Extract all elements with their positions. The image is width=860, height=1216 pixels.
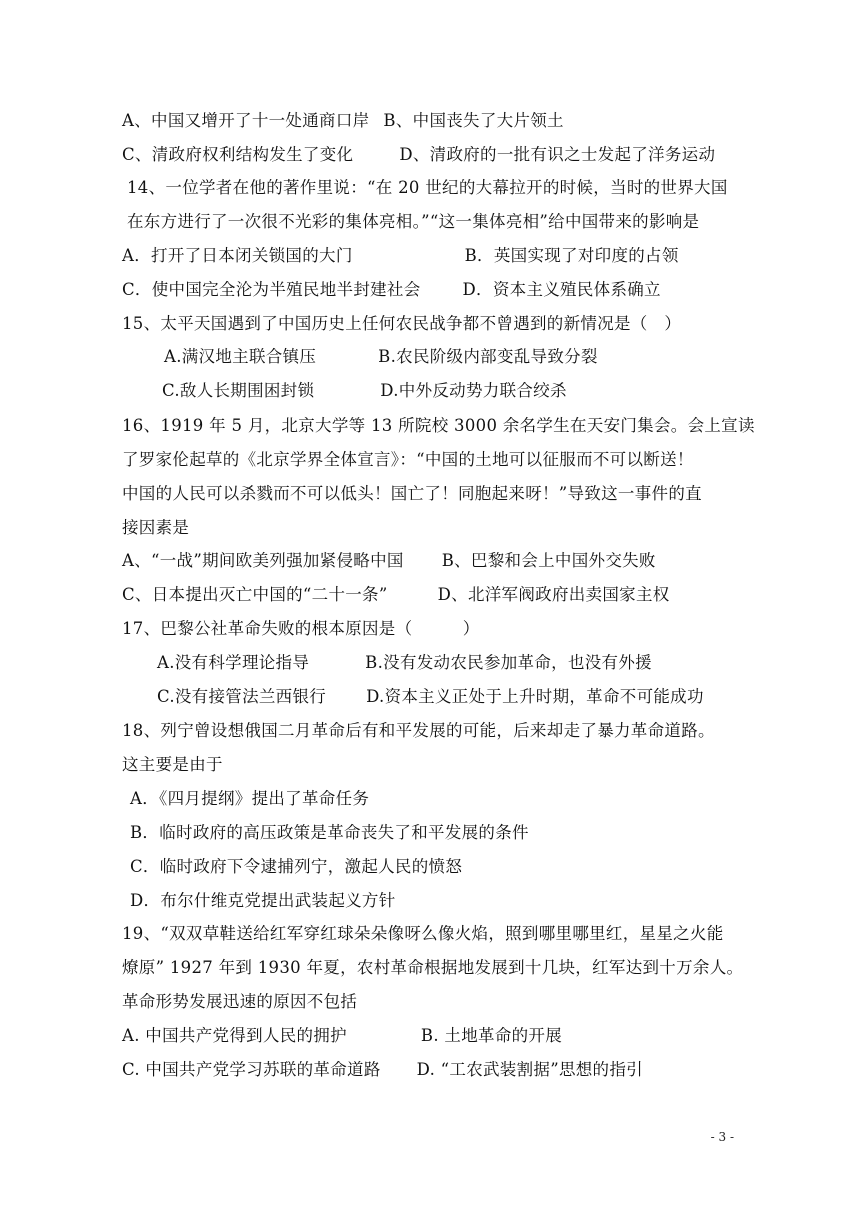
option-c: C.没有接管法兰西银行 bbox=[157, 687, 327, 706]
option-b: B、中国丧失了大片领土 bbox=[383, 111, 564, 130]
option-c: C．临时政府下令逮捕列宁，激起人民的愤怒 bbox=[130, 857, 463, 876]
option-row bbox=[162, 380, 567, 402]
option-b: B.没有发动农民参加革命，也没有外援 bbox=[365, 653, 652, 672]
option-d: D.中外反动势力联合绞杀 bbox=[380, 381, 567, 400]
option-d: D. “工农武装割据”思想的指引 bbox=[416, 1060, 643, 1079]
page-number: - 3 - bbox=[710, 1130, 734, 1144]
option-a: A．打开了日本闭关锁国的大门 bbox=[122, 246, 353, 265]
option-d: D、清政府的一批有识之士发起了洋务运动 bbox=[399, 145, 716, 164]
question-18-line: 18、列宁曾设想俄国二月革命后有和平发展的可能，后来却走了暴力革命道路。 bbox=[122, 721, 715, 740]
option-row bbox=[122, 144, 715, 166]
question-16-line: 16、1919 年 5 月，北京大学等 13 所院校 3000 余名学生在天安门集会。会上宣读 bbox=[122, 416, 755, 435]
question-19-line: 燎原” 1927 年到 1930 年夏，农村革命根据地发展到十几块，红军达到十万余人。 bbox=[122, 958, 744, 977]
option-c: C、日本提出灭亡中国的“二十一条” bbox=[122, 585, 388, 604]
option-b: B.农民阶级内部变乱导致分裂 bbox=[378, 347, 598, 366]
option-row bbox=[122, 110, 564, 132]
option-row bbox=[122, 584, 670, 606]
option-c: C.敌人长期围困封锁 bbox=[162, 381, 315, 400]
question-16-line: 了罗家伦起草的《北京学界全体宣言》：“中国的土地可以征服而不可以断送！ bbox=[122, 450, 694, 469]
question-14-line: 在东方进行了一次很不光彩的集体亮相。”“这一集体亮相”给中国带来的影响是 bbox=[127, 212, 700, 231]
option-row bbox=[122, 279, 661, 301]
option-row bbox=[164, 346, 598, 368]
option-d: D．布尔什维克党提出武装起义方针 bbox=[130, 891, 396, 910]
question-15-stem: 15、太平天国遇到了中国历史上任何农民战争都不曾遇到的新情况是（ ） bbox=[122, 314, 682, 333]
option-b: B、巴黎和会上中国外交失败 bbox=[441, 551, 656, 570]
question-17-stem: 17、巴黎公社革命失败的根本原因是（ ） bbox=[122, 619, 480, 638]
option-d: D.资本主义正处于上升时期，革命不可能成功 bbox=[366, 687, 704, 706]
option-a: A.没有科学理论指导 bbox=[157, 653, 310, 672]
option-d: D、北洋军阀政府出卖国家主权 bbox=[437, 585, 670, 604]
option-b: B. 土地革命的开展 bbox=[420, 1026, 563, 1045]
question-16-line: 接因素是 bbox=[122, 518, 190, 537]
question-19-line: 革命形势发展迅速的原因不包括 bbox=[122, 992, 358, 1011]
option-row bbox=[157, 686, 704, 708]
option-row bbox=[122, 1025, 562, 1047]
option-c: C．使中国完全沦为半殖民地半封建社会 bbox=[122, 280, 421, 299]
option-row bbox=[122, 550, 656, 572]
option-a: A.满汉地主联合镇压 bbox=[164, 347, 317, 366]
option-row bbox=[122, 245, 679, 267]
option-b: B．临时政府的高压政策是革命丧失了和平发展的条件 bbox=[130, 823, 529, 842]
option-row bbox=[122, 1059, 643, 1081]
option-d: D．资本主义殖民体系确立 bbox=[462, 280, 661, 299]
question-14-line: 14、一位学者在他的著作里说：“在 20 世纪的大幕拉开的时候，当时的世界大国 bbox=[127, 178, 728, 197]
option-a: A. 中国共产党得到人民的拥护 bbox=[122, 1026, 347, 1045]
option-a: A．《四月提纲》提出了革命任务 bbox=[130, 789, 370, 808]
question-16-line: 中国的人民可以杀戮而不可以低头！国亡了！同胞起来呀！”导致这一事件的直 bbox=[122, 484, 702, 503]
question-18-line: 这主要是由于 bbox=[122, 755, 223, 774]
option-row bbox=[157, 652, 652, 674]
question-19-line: 19、“双双草鞋送给红军穿红球朵朵像呀么像火焰，照到哪里哪里红，星星之火能 bbox=[122, 924, 724, 943]
option-c: C. 中国共产党学习苏联的革命道路 bbox=[122, 1060, 381, 1079]
option-a: A、中国又增开了十一处通商口岸 bbox=[122, 111, 370, 130]
option-b: B．英国实现了对印度的占领 bbox=[464, 246, 679, 265]
option-a: A、“一战”期间欧美列强加紧侵略中国 bbox=[122, 551, 404, 570]
option-c: C、清政府权利结构发生了变化 bbox=[122, 145, 354, 164]
